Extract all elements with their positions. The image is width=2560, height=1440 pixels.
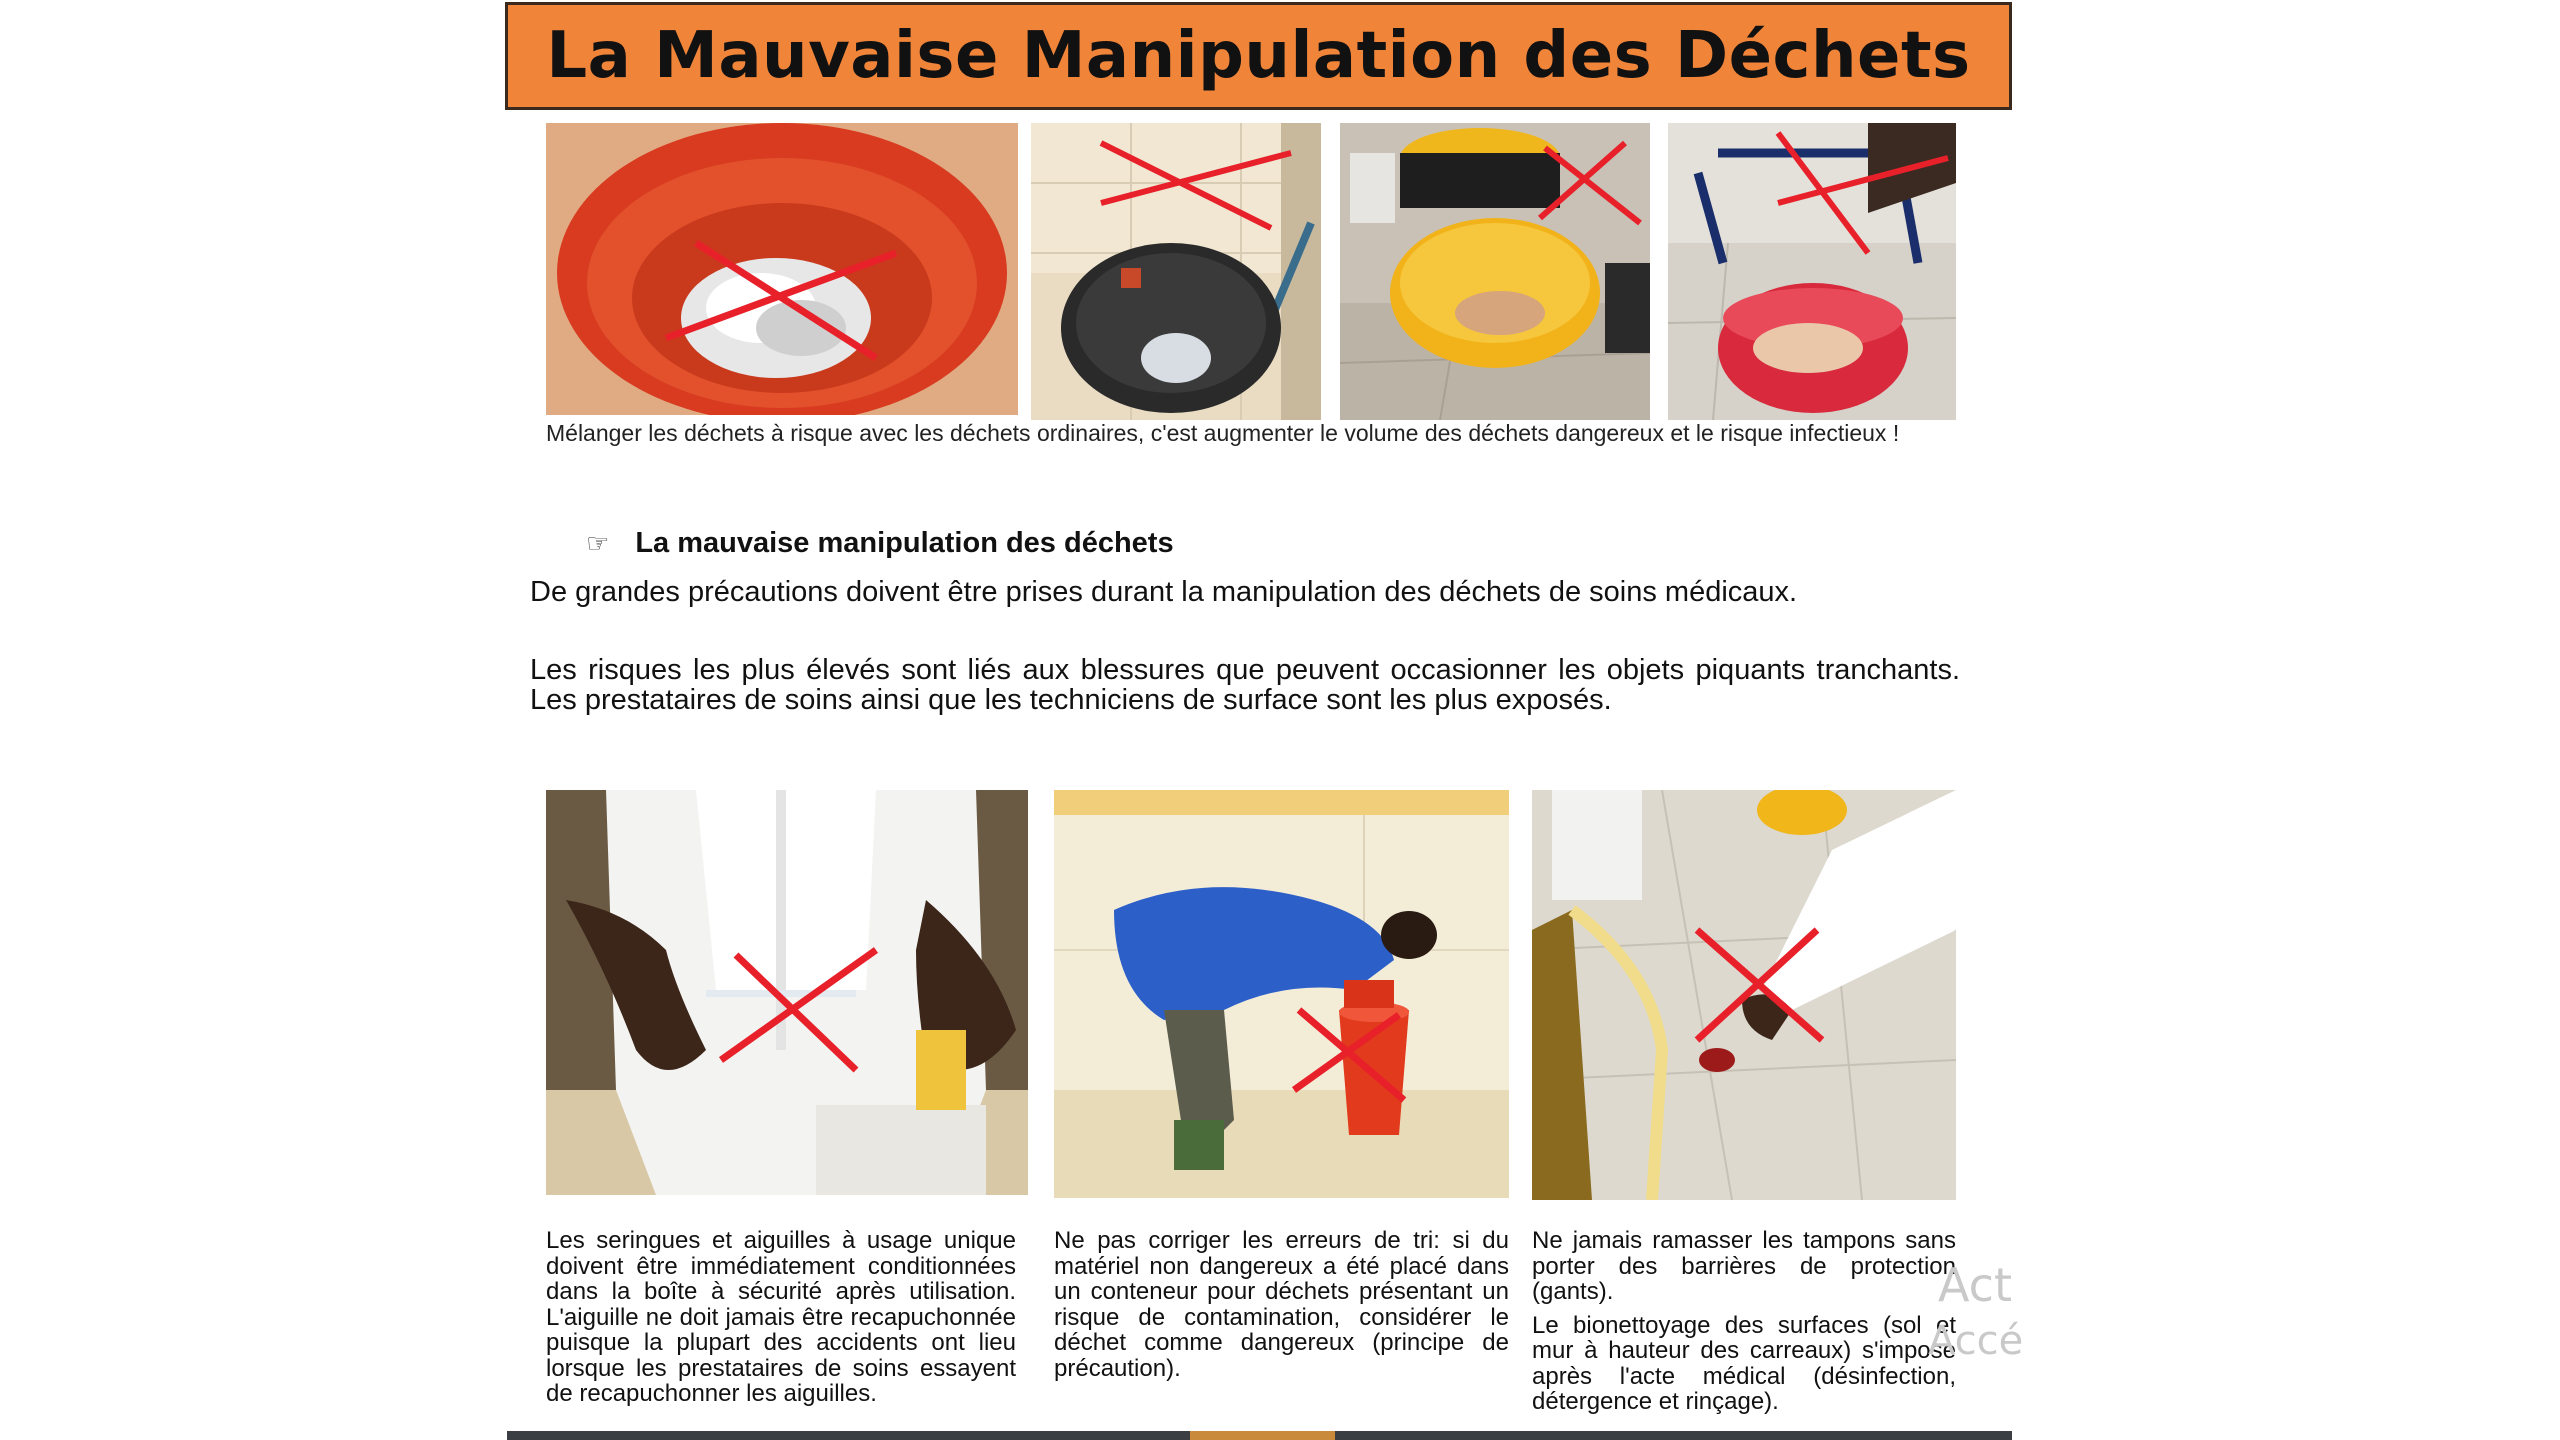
pointing-hand-icon: ☞	[586, 528, 610, 558]
paragraph-precautions: De grandes précautions doivent être prises durant la manipulation des déchets de soins médicaux.	[530, 576, 1798, 608]
caption-swabs-text: Ne jamais ramasser les tampons sans porter des barrières de protection (gants).	[1532, 1227, 1956, 1305]
recapping-syringe-photo	[546, 790, 1028, 1195]
watermark-line-1: Act	[1938, 1258, 2012, 1312]
black-bin-with-waste-photo	[1031, 123, 1321, 420]
picking-up-swab-photo	[1532, 790, 1956, 1200]
slide-title: La Mauvaise Manipulation des Déchets	[546, 19, 1971, 93]
section-heading-text: La mauvaise manipulation des déchets	[635, 527, 1174, 559]
title-banner	[505, 2, 2012, 110]
watermark-line-2: Accé	[1928, 1318, 2024, 1364]
red-bowl-with-waste-photo	[546, 123, 1018, 415]
top-caption: Mélanger les déchets à risque avec les déchets ordinaires, c'est augmenter le volume des déchets dangereux et le risque infectieux !	[546, 420, 1900, 446]
section-heading	[586, 527, 1174, 560]
footer-accent	[1190, 1431, 1335, 1440]
yellow-bucket-with-waste-photo	[1340, 123, 1650, 420]
red-bucket-with-waste-photo	[1668, 123, 1956, 420]
caption-cleaning-text: Le bionettoyage des surfaces (sol et mur à hauteur des carreaux) s'impose après l'acte médical (désinfection, détergence et rinçage).	[1532, 1311, 1956, 1415]
caption-syringes-text: Les seringues et aiguilles à usage unique doivent être immédiatement conditionnées dans la boîte à sécurité après utilisation. L'aiguille ne doit jamais être recapuchonnée puisque la plupart des accidents ont lieu lorsque les prestataires de soins essayent de recapuchonner les aiguilles.	[546, 1227, 1016, 1407]
caption-swabs	[1532, 1228, 1956, 1423]
worker-sorting-bucket-photo	[1054, 790, 1509, 1198]
caption-sorting-text: Ne pas corriger les erreurs de tri: si du matériel non dangereux a été placé dans un conteneur pour déchets présentant un risque de contamination, considérer le déchet comme dangereux (principe de précaution).	[1054, 1227, 1509, 1382]
caption-syringes	[546, 1228, 1016, 1415]
paragraph-risks: Les risques les plus élevés sont liés aux blessures que peuvent occasionner les objets piquants tranchants. Les prestataires de soins ainsi que les techniciens de surface sont les plus exposés.	[530, 654, 1960, 716]
caption-sorting	[1054, 1228, 1509, 1389]
